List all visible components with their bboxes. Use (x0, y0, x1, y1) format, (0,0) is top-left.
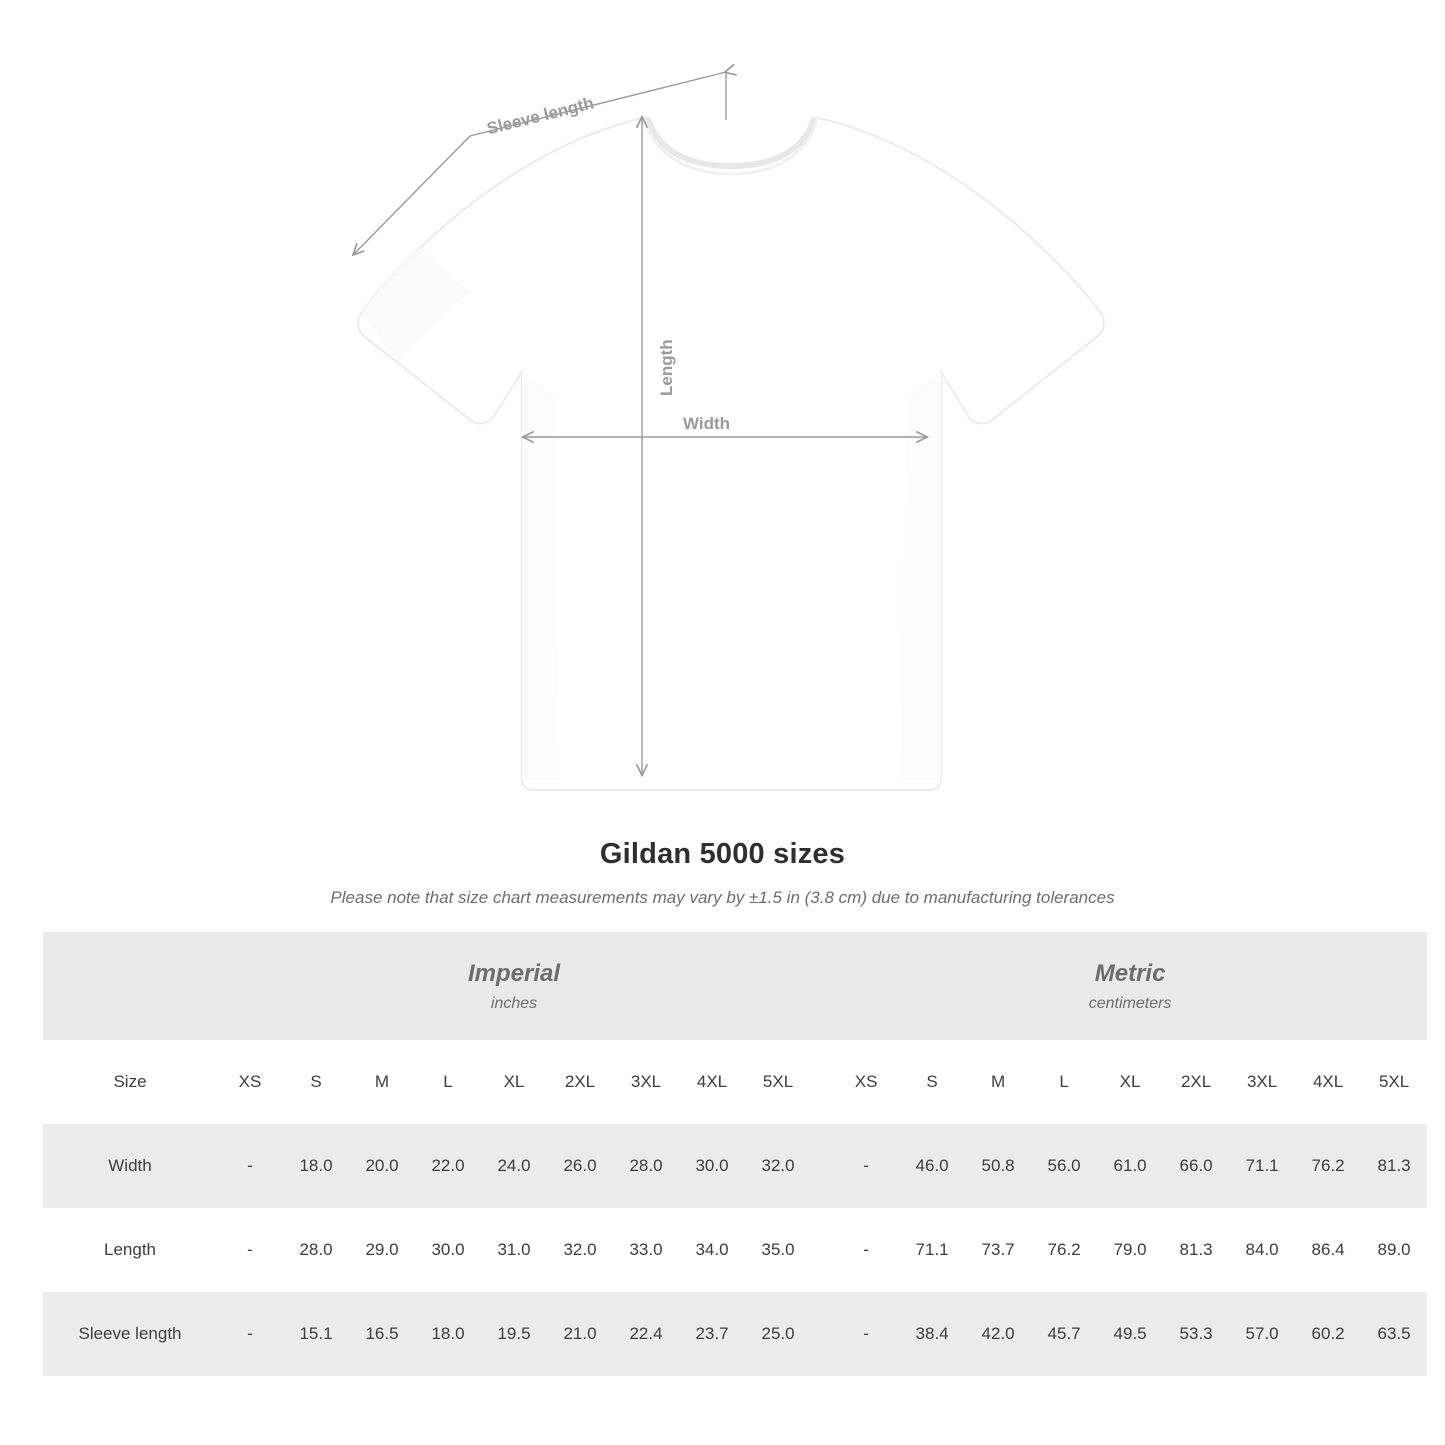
size-header-metric-s: S (899, 1040, 965, 1124)
size-table-wrapper (43, 932, 1411, 1376)
sleeve-metric-xl: 49.5 (1097, 1292, 1163, 1376)
width-imperial-s: 18.0 (283, 1124, 349, 1208)
width-imperial-l: 22.0 (415, 1124, 481, 1208)
sleeve-imperial-xl: 19.5 (481, 1292, 547, 1376)
size-header-imperial-m: M (349, 1040, 415, 1124)
width-label: Width (683, 414, 731, 433)
sleeve-imperial-4xl: 23.7 (679, 1292, 745, 1376)
size-header-imperial-3xl: 3XL (613, 1040, 679, 1124)
size-header-imperial-s: S (283, 1040, 349, 1124)
size-header-imperial-2xl: 2XL (547, 1040, 613, 1124)
size-header-imperial-xl: XL (481, 1040, 547, 1124)
length-label: Length (657, 339, 676, 396)
width-imperial-xs: - (217, 1124, 283, 1208)
length-imperial-3xl: 33.0 (613, 1208, 679, 1292)
unit-head-blank (43, 932, 217, 1040)
width-imperial-3xl: 28.0 (613, 1124, 679, 1208)
length-imperial-xs: - (217, 1208, 283, 1292)
row-spacer (811, 1292, 833, 1376)
size-header-metric-5xl: 5XL (1361, 1040, 1427, 1124)
width-imperial-4xl: 30.0 (679, 1124, 745, 1208)
width-metric-4xl: 76.2 (1295, 1124, 1361, 1208)
length-metric-xl: 79.0 (1097, 1208, 1163, 1292)
size-header-metric-2xl: 2XL (1163, 1040, 1229, 1124)
size-header-imperial-xs: XS (217, 1040, 283, 1124)
width-metric-3xl: 71.1 (1229, 1124, 1295, 1208)
sleeve-imperial-xs: - (217, 1292, 283, 1376)
sleeve-length-label: Sleeve length (484, 93, 596, 139)
page-title: Gildan 5000 sizes (599, 838, 846, 870)
length-metric-s: 71.1 (899, 1208, 965, 1292)
sleeve-metric-l: 45.7 (1031, 1292, 1097, 1376)
size-header-metric-l: L (1031, 1040, 1097, 1124)
sleeve-metric-2xl: 53.3 (1163, 1292, 1229, 1376)
length-imperial-4xl: 34.0 (679, 1208, 745, 1292)
row-label-width: Width (43, 1124, 217, 1208)
width-metric-5xl: 81.3 (1361, 1124, 1427, 1208)
size-header-metric-m: M (965, 1040, 1031, 1124)
size-header-metric-3xl: 3XL (1229, 1040, 1295, 1124)
length-imperial-s: 28.0 (283, 1208, 349, 1292)
length-imperial-m: 29.0 (349, 1208, 415, 1292)
width-metric-xl: 61.0 (1097, 1124, 1163, 1208)
size-table (43, 932, 1427, 1376)
width-metric-xs: - (833, 1124, 899, 1208)
length-metric-5xl: 89.0 (1361, 1208, 1427, 1292)
sleeve-metric-3xl: 57.0 (1229, 1292, 1295, 1376)
size-header-row (43, 1040, 1427, 1124)
size-header-imperial-5xl: 5XL (745, 1040, 811, 1124)
table-row-width (43, 1124, 1427, 1208)
size-header-metric-xl: XL (1097, 1040, 1163, 1124)
length-metric-3xl: 84.0 (1229, 1208, 1295, 1292)
sleeve-metric-s: 38.4 (899, 1292, 965, 1376)
sleeve-metric-5xl: 63.5 (1361, 1292, 1427, 1376)
unit-head-metric (833, 932, 1427, 1040)
tolerance-note: Please note that size chart measurements may vary by ±1.5 in (3.8 cm) due to manufacturing tolerances (330, 888, 1115, 907)
width-imperial-5xl: 32.0 (745, 1124, 811, 1208)
width-imperial-2xl: 26.0 (547, 1124, 613, 1208)
row-spacer (811, 1124, 833, 1208)
width-metric-l: 56.0 (1031, 1124, 1097, 1208)
sleeve-imperial-m: 16.5 (349, 1292, 415, 1376)
unit-sub-imperial: inches (490, 995, 538, 1012)
tshirt-shape (358, 118, 1104, 790)
unit-name-metric: Metric (1094, 960, 1166, 987)
sleeve-imperial-s: 15.1 (283, 1292, 349, 1376)
length-imperial-xl: 31.0 (481, 1208, 547, 1292)
length-metric-xs: - (833, 1208, 899, 1292)
sleeve-metric-xs: - (833, 1292, 899, 1376)
sleeve-imperial-5xl: 25.0 (745, 1292, 811, 1376)
sleeve-imperial-3xl: 22.4 (613, 1292, 679, 1376)
length-metric-m: 73.7 (965, 1208, 1031, 1292)
width-imperial-xl: 24.0 (481, 1124, 547, 1208)
width-imperial-m: 20.0 (349, 1124, 415, 1208)
row-spacer (811, 1040, 833, 1124)
length-metric-l: 76.2 (1031, 1208, 1097, 1292)
size-header-imperial-l: L (415, 1040, 481, 1124)
length-metric-4xl: 86.4 (1295, 1208, 1361, 1292)
row-label-length: Length (43, 1208, 217, 1292)
width-metric-s: 46.0 (899, 1124, 965, 1208)
size-header-metric-4xl: 4XL (1295, 1040, 1361, 1124)
sleeve-metric-4xl: 60.2 (1295, 1292, 1361, 1376)
unit-head-spacer (811, 932, 833, 1040)
unit-head-imperial (217, 932, 811, 1040)
row-spacer (811, 1208, 833, 1292)
chart-title-block (0, 838, 1445, 908)
size-header-metric-xs: XS (833, 1040, 899, 1124)
width-metric-2xl: 66.0 (1163, 1124, 1229, 1208)
sleeve-imperial-2xl: 21.0 (547, 1292, 613, 1376)
length-imperial-5xl: 35.0 (745, 1208, 811, 1292)
row-label-sleeve-length: Sleeve length (43, 1292, 217, 1376)
width-metric-m: 50.8 (965, 1124, 1031, 1208)
length-imperial-2xl: 32.0 (547, 1208, 613, 1292)
size-header-imperial-4xl: 4XL (679, 1040, 745, 1124)
unit-sub-metric: centimeters (1088, 995, 1172, 1012)
sleeve-metric-m: 42.0 (965, 1292, 1031, 1376)
table-row-length (43, 1208, 1427, 1292)
sleeve-imperial-l: 18.0 (415, 1292, 481, 1376)
unit-header-row (43, 932, 1427, 1040)
size-header-label: Size (43, 1040, 217, 1124)
table-row-sleeve-length (43, 1292, 1427, 1376)
length-imperial-l: 30.0 (415, 1208, 481, 1292)
length-metric-2xl: 81.3 (1163, 1208, 1229, 1292)
unit-name-imperial: Imperial (468, 960, 561, 987)
